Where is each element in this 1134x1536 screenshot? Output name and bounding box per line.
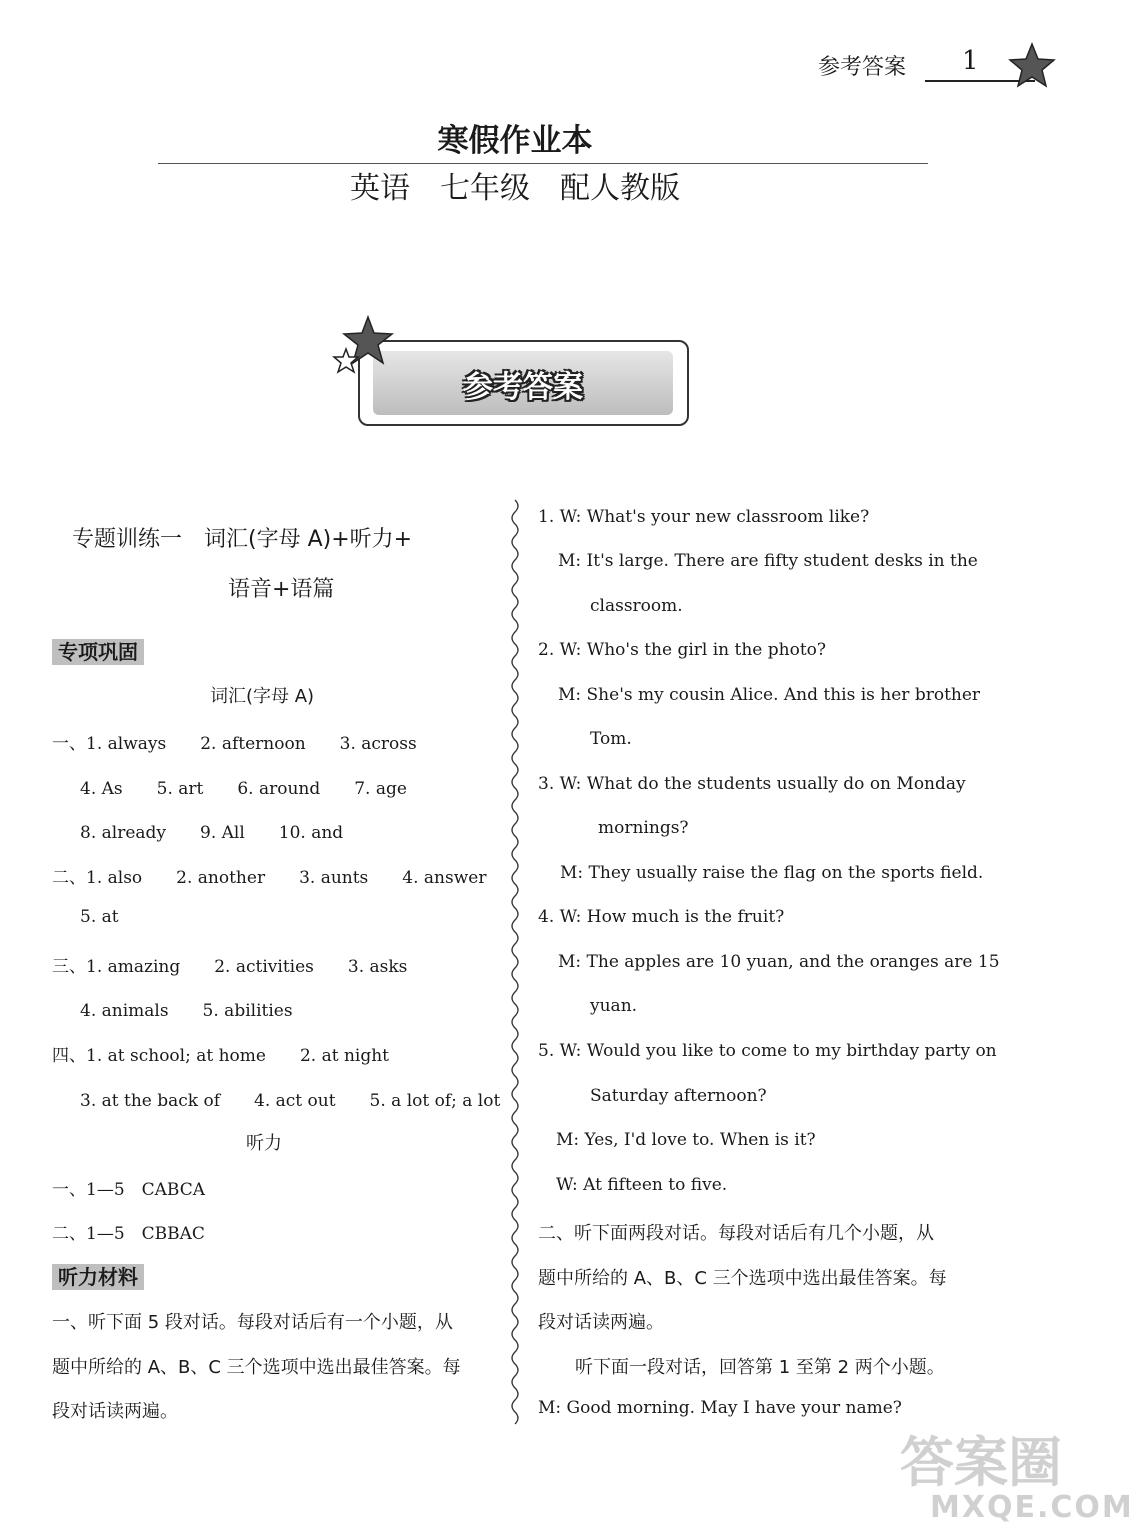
dialogue-line: 1. W: What's your new classroom like? — [538, 507, 870, 527]
subhead-vocab: 词汇(字母 A) — [210, 686, 315, 707]
dialogue-line: yuan. — [590, 996, 638, 1016]
banner-star-icon — [330, 315, 394, 377]
dialogue-line: 5. W: Would you like to come to my birthday party on — [538, 1041, 997, 1061]
answer-line: 8. already 9. All 10. and — [80, 823, 344, 843]
answer-line: 三、1. amazing 2. activities 3. asks — [52, 957, 408, 977]
dialogue-line: 4. W: How much is the fruit? — [538, 907, 785, 927]
instruction-line: 一、听下面 5 段对话。每段对话后有一个小题，从 — [52, 1312, 453, 1333]
tag-consolidation: 专项巩固 — [52, 639, 144, 665]
dialogue-line: W: At fifteen to five. — [556, 1175, 728, 1195]
tag-listening-material: 听力材料 — [52, 1264, 144, 1290]
watermark-url: MXQE.COM — [930, 1490, 1134, 1525]
instruction-line: 听下面一段对话，回答第 1 至第 2 两个小题。 — [575, 1357, 945, 1378]
instruction-line: 段对话读两遍。 — [538, 1312, 664, 1333]
column-divider — [505, 500, 525, 1425]
dialogue-line: mornings? — [598, 818, 689, 838]
watermark-logo: 答案圈 — [900, 1431, 1062, 1494]
instruction-line: 二、听下面两段对话。每段对话后有几个小题，从 — [538, 1223, 934, 1244]
section-title-line1: 专题训练一 词汇(字母 A)+听力+ — [72, 527, 413, 552]
answer-line: 一、1. always 2. afternoon 3. across — [52, 734, 417, 754]
section-title-line2: 语音+语篇 — [228, 577, 335, 602]
dialogue-line: classroom. — [590, 596, 683, 616]
page-number: 1 — [962, 46, 979, 76]
book-subtitle: 英语 七年级 配人教版 — [350, 171, 680, 206]
dialogue-line: M: She's my cousin Alice. And this is her brother — [558, 685, 981, 705]
header-label: 参考答案 — [818, 55, 907, 80]
subhead-listening: 听力 — [246, 1133, 282, 1154]
dialogue-line: Tom. — [590, 729, 632, 749]
answer-line: 4. As 5. art 6. around 7. age — [80, 779, 407, 799]
dialogue-line: Saturday afternoon? — [590, 1086, 767, 1106]
dialogue-line: M: The apples are 10 yuan, and the oranges are 15 — [558, 952, 1000, 972]
answer-line: 二、1. also 2. another 3. aunts 4. answer — [52, 868, 487, 888]
answer-line: 4. animals 5. abilities — [80, 1001, 293, 1021]
instruction-line: 题中所给的 A、B、C 三个选项中选出最佳答案。每 — [52, 1357, 461, 1378]
answer-line: 四、1. at school; at home 2. at night — [52, 1046, 390, 1066]
answer-line: 5. at — [80, 907, 119, 927]
answer-line: 二、1—5 CBBAC — [52, 1224, 205, 1244]
dialogue-line: M: Good morning. May I have your name? — [538, 1398, 902, 1418]
instruction-line: 题中所给的 A、B、C 三个选项中选出最佳答案。每 — [538, 1268, 947, 1289]
dialogue-line: M: Yes, I'd love to. When is it? — [556, 1130, 816, 1150]
dialogue-line: M: They usually raise the flag on the sports field. — [560, 863, 984, 883]
instruction-line: 段对话读两遍。 — [52, 1401, 178, 1422]
banner-text: 参考答案 — [463, 370, 583, 405]
answer-line: 一、1—5 CABCA — [52, 1180, 206, 1200]
star-icon — [1008, 42, 1056, 88]
book-title: 寒假作业本 — [437, 123, 593, 159]
answer-line: 3. at the back of 4. act out 5. a lot of; a lot — [80, 1091, 501, 1111]
dialogue-line: M: It's large. There are fifty student desks in the — [558, 551, 978, 571]
dialogue-line: 2. W: Who's the girl in the photo? — [538, 640, 827, 660]
dialogue-line: 3. W: What do the students usually do on Monday — [538, 774, 966, 794]
